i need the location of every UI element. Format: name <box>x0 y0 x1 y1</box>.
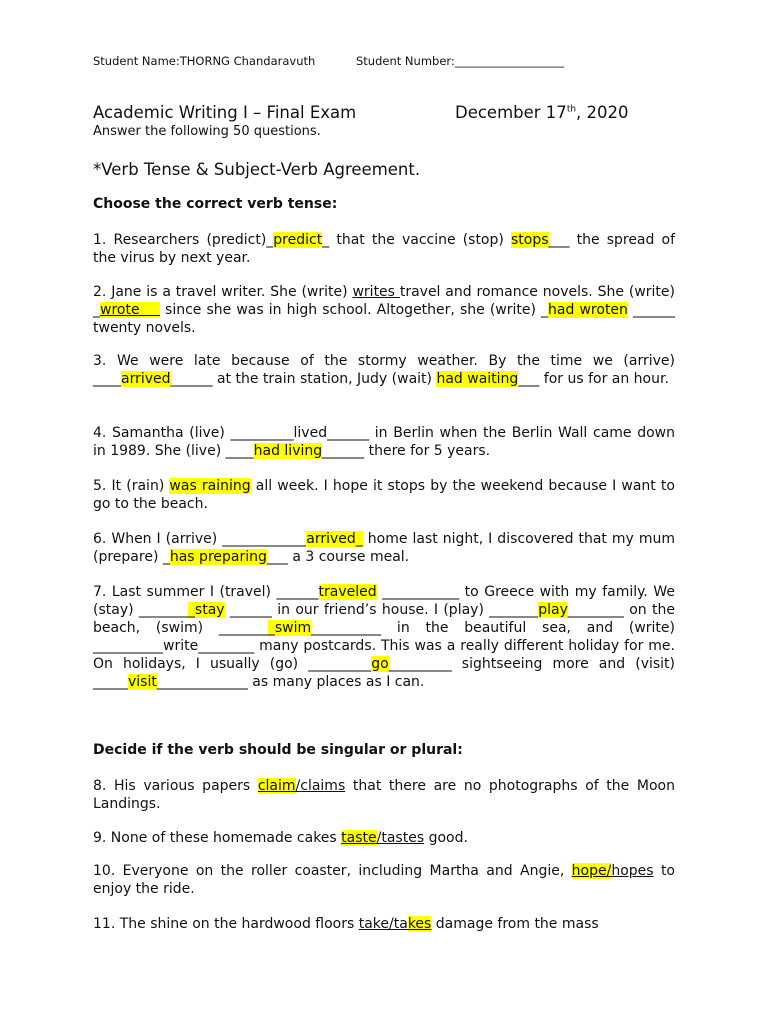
question-8 <box>93 777 675 813</box>
q1-text-c: ___ the spread of the virus by next year. <box>93 232 676 266</box>
q9-text-b: good. <box>424 830 468 846</box>
q6-answer-2: has preparing <box>169 549 267 565</box>
q7-answer-6: visit <box>128 674 157 690</box>
q7-text-a: 7. Last summer I (travel) ______ <box>93 584 319 600</box>
q4-text-b: ______ there for 5 years. <box>322 443 491 459</box>
q7-text-c: ______ in our friend’s house. I (play) _______ <box>224 602 539 618</box>
question-11 <box>93 915 675 933</box>
question-9 <box>93 829 675 847</box>
student-number-blank: ___________________ <box>454 54 565 68</box>
q1-answer-1: predict <box>273 232 323 248</box>
question-10 <box>93 862 675 898</box>
question-7 <box>93 583 675 691</box>
question-6 <box>93 530 675 566</box>
q8-text-b: that there are no photographs of the Moon Landings. <box>93 778 675 812</box>
q3-text-c: ___ for us for an hour. <box>518 371 669 387</box>
q7-answer-5: go <box>371 656 389 672</box>
exam-date-tail: , 2020 <box>576 103 629 122</box>
q5-text-b: all week. I hope it stops by the weekend because I want to go to the beach. <box>93 478 675 512</box>
q10-option-1: hope/ <box>571 863 612 879</box>
q9-text-a: 9. None of these homemade cakes <box>93 830 342 846</box>
q1-answer-2: stops <box>510 232 549 248</box>
q6-answer-1: arrived_ <box>306 531 363 547</box>
q5-text-a: 5. It (rain) <box>93 478 170 494</box>
q8-separator: / <box>295 778 301 794</box>
q8-option-2: claims <box>300 778 346 794</box>
q11-text-a: 11. The shine on the hardwood floors <box>93 916 359 932</box>
part2-heading: Decide if the verb should be singular or plural: <box>93 742 463 758</box>
q2-answer-3: had wroten <box>548 302 628 318</box>
q10-option-2: hopes <box>611 863 654 879</box>
student-number <box>356 54 564 68</box>
student-name: Student Name:THORNG Chandaravuth <box>93 54 316 68</box>
q9-option-1: taste <box>341 830 377 846</box>
q1-text-b: _ that the vaccine (stop) <box>322 232 511 248</box>
section-title: *Verb Tense & Subject-Verb Agreement. <box>93 160 421 179</box>
part1-heading: Choose the correct verb tense: <box>93 196 338 212</box>
exam-date-main: December 17 <box>455 103 567 122</box>
q4-text-a: 4. Samantha (live) _________lived______ in Berlin when the Berlin Wall came down in 1989. She (live) ____ <box>93 425 675 459</box>
q7-text-b: ___________ to Greece with my family. We (stay) _______ <box>93 584 676 618</box>
q7-answer-1: traveled <box>318 584 377 600</box>
question-2 <box>93 283 675 337</box>
q4-answer-1: had living <box>253 443 323 459</box>
q9-separator: / <box>376 830 382 846</box>
q3-text-b: ______ at the train station, Judy (wait) <box>170 371 437 387</box>
question-5 <box>93 477 675 513</box>
q8-option-1: claim <box>257 778 296 794</box>
q2-text-c: since she was in high school. Altogether, she (write) _ <box>159 302 549 318</box>
q2-text-a: 2. Jane is a travel writer. She (write) <box>93 284 353 300</box>
q6-text-c: ___ a 3 course meal. <box>266 549 410 565</box>
q3-answer-2: had waiting <box>436 371 519 387</box>
q5-answer-1: was raining <box>169 478 251 494</box>
q3-answer-1: arrived <box>121 371 171 387</box>
q7-answer-3: play <box>538 602 568 618</box>
q2-answer-2: wrote <box>100 302 160 318</box>
q8-text-a: 8. His various papers <box>93 778 258 794</box>
exam-title: Academic Writing I – Final Exam <box>93 103 357 122</box>
q7-text-g: _____________ as many places as I can. <box>156 674 425 690</box>
q7-text-d: ________ on the beach, (swim) _______ <box>93 602 675 636</box>
q2-text-d: ______ twenty novels. <box>93 302 676 336</box>
q9-option-2: tastes <box>381 830 425 846</box>
q10-text-a: 10. Everyone on the roller coaster, including Martha and Angie, <box>93 863 572 879</box>
q7-text-e: __________ in the beautiful sea, and (write) __________write________ many postcards. This was a really different holiday for me. On holidays, I usually (go) _________ <box>93 620 675 672</box>
question-4 <box>93 424 675 460</box>
q10-text-b: to enjoy the ride. <box>93 863 675 897</box>
q11-option-1: take/ta <box>358 916 408 932</box>
exam-instruction: Answer the following 50 questions. <box>93 124 321 139</box>
q11-option-2: kes <box>407 916 432 932</box>
q2-text-b: travel and romance novels. She (write) _ <box>93 284 675 318</box>
question-1 <box>93 231 675 267</box>
q7-text-f: _________ sightseeing more and (visit) _____ <box>93 656 676 690</box>
q6-text-a: 6. When I (arrive) ____________ <box>93 531 307 547</box>
q6-text-b: home last night, I discovered that my mum (prepare) _ <box>93 531 675 565</box>
q11-text-b: damage from the mass <box>431 916 599 932</box>
q3-text-a: 3. We were late because of the stormy weather. By the time we (arrive) ____ <box>93 353 675 387</box>
exam-date-sup: th <box>566 104 577 115</box>
q7-answer-4: _swim <box>267 620 312 636</box>
question-3 <box>93 352 675 388</box>
q1-text-a: 1. Researchers (predict)_ <box>93 232 274 248</box>
student-number-label: Student Number: <box>356 54 455 68</box>
exam-date <box>455 103 629 122</box>
q7-answer-2: _stay <box>187 602 225 618</box>
q2-answer-1: writes <box>352 284 400 300</box>
